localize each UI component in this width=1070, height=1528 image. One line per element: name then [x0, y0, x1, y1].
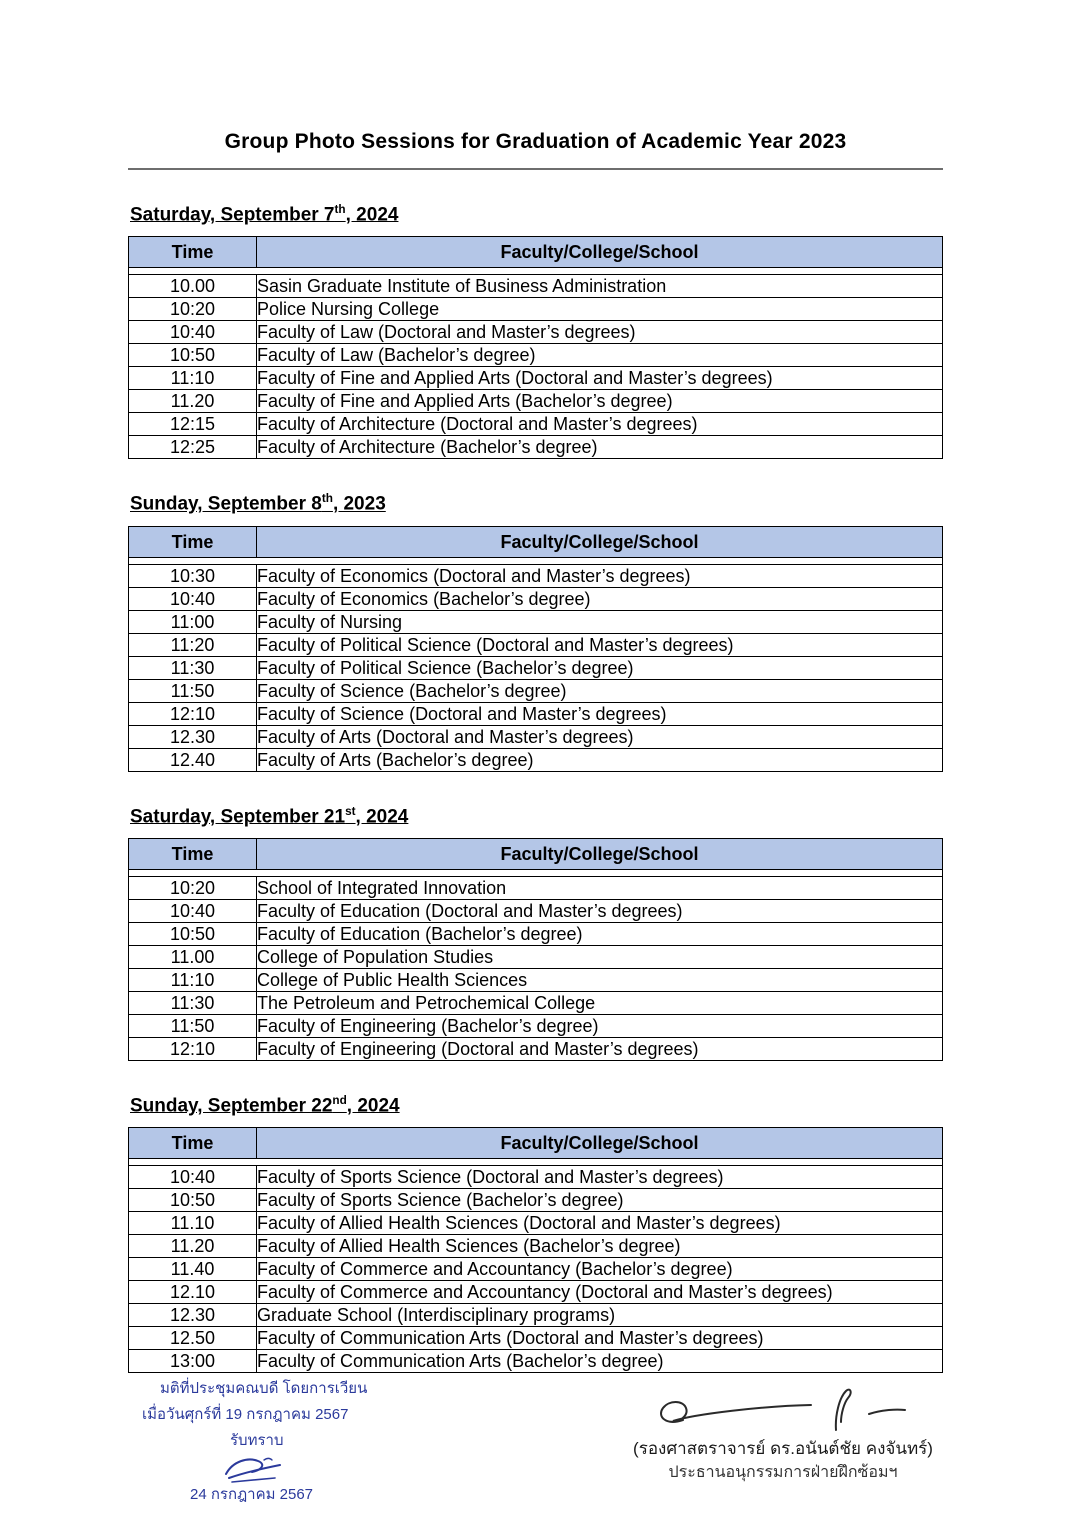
time-cell: 10:50	[129, 922, 257, 945]
faculty-column-header: Faculty/College/School	[500, 1133, 699, 1154]
faculty-cell: Faculty of Architecture (Bachelor’s degree)	[257, 437, 598, 458]
time-cell: 10:30	[129, 565, 257, 588]
table-body	[129, 565, 942, 771]
table-row	[129, 321, 942, 344]
initials-signature-icon	[220, 1454, 367, 1482]
schedule-section-sep21	[128, 805, 943, 1061]
header-gap	[129, 268, 942, 275]
table-row	[129, 587, 942, 610]
time-cell: 10:40	[129, 1166, 257, 1189]
header-gap	[129, 870, 942, 877]
faculty-cell: Graduate School (Interdisciplinary programs)	[257, 1304, 943, 1327]
time-cell: 10:40	[129, 899, 257, 922]
time-cell: 12.50	[129, 1327, 257, 1350]
date-text: Saturday, September 7	[130, 204, 335, 226]
time-cell: 11:30	[129, 991, 257, 1014]
date-year: , 2024	[345, 204, 399, 226]
time-cell: 12:15	[129, 413, 257, 436]
faculty-cell: Faculty of Science (Bachelor’s degree)	[257, 679, 943, 702]
time-cell: 11.20	[129, 1235, 257, 1258]
table-header-row	[129, 237, 942, 268]
faculty-cell: School of Integrated Innovation	[257, 877, 943, 900]
table-row	[129, 1189, 942, 1212]
date-ordinal: th	[334, 203, 346, 216]
table-row	[129, 1304, 942, 1327]
page-title: Group Photo Sessions for Graduation of Academic Year 2023	[224, 130, 847, 153]
table-row	[129, 413, 942, 436]
faculty-cell: Faculty of Commerce and Accountancy (Doctoral and Master’s degrees)	[257, 1281, 943, 1304]
date-year: , 2024	[346, 1095, 400, 1117]
table-header-row	[129, 1128, 942, 1159]
faculty-cell: Faculty of Education (Doctoral and Master’s degrees)	[257, 899, 943, 922]
faculty-cell: Faculty of Architecture (Doctoral and Master’s degrees)	[257, 413, 943, 436]
time-column-header: Time	[129, 527, 257, 557]
time-cell: 10:50	[129, 1189, 257, 1212]
time-cell: 10:20	[129, 298, 257, 321]
table-row	[129, 565, 942, 588]
time-cell: 13:00	[129, 1350, 257, 1373]
signer-name: (รองศาสตราจารย์ ดร.อนันต์ชัย คงจันทร์)	[633, 1439, 933, 1459]
faculty-column-header: Faculty/College/School	[500, 843, 699, 864]
time-cell: 11.20	[129, 390, 257, 413]
table-row	[129, 1235, 942, 1258]
table-row	[129, 390, 942, 413]
table-row	[129, 298, 942, 321]
section-date-heading	[130, 492, 943, 515]
faculty-column-header: Faculty/College/School	[500, 242, 699, 263]
faculty-cell: Faculty of Political Science (Bachelor’s degree)	[257, 656, 943, 679]
time-column-header: Time	[129, 237, 257, 267]
time-cell: 12:25	[129, 436, 257, 459]
time-cell: 11:50	[129, 679, 257, 702]
date-year: , 2024	[355, 805, 409, 827]
schedule-table	[128, 1127, 943, 1373]
schedule-table	[128, 526, 943, 772]
table-row	[129, 1350, 942, 1373]
table-row	[129, 1212, 942, 1235]
table-header-row	[129, 527, 942, 558]
time-cell: 12.30	[129, 1304, 257, 1327]
time-column-header: Time	[129, 839, 257, 869]
faculty-column-header: Faculty/College/School	[500, 531, 699, 552]
approval-note	[142, 1376, 367, 1508]
faculty-cell: College of Public Health Sciences	[257, 968, 943, 991]
faculty-cell: Sasin Graduate Institute of Business Administration	[257, 275, 943, 298]
table-row	[129, 1327, 942, 1350]
signer-role: ประธานอนุกรรมการฝ่ายฝึกซ้อมฯ	[668, 1464, 898, 1482]
table-row	[129, 991, 942, 1014]
table-row	[129, 748, 942, 771]
time-cell: 11:10	[129, 968, 257, 991]
table-row	[129, 725, 942, 748]
time-cell: 10:20	[129, 877, 257, 900]
faculty-cell: Faculty of Science (Doctoral and Master’s degrees)	[257, 702, 943, 725]
table-row	[129, 899, 942, 922]
table-row	[129, 945, 942, 968]
time-cell: 11:50	[129, 1014, 257, 1037]
date-year: , 2023	[332, 493, 386, 515]
faculty-cell: Faculty of Economics (Doctoral and Master’s degrees)	[257, 565, 943, 588]
section-date-heading	[130, 203, 943, 226]
time-cell: 10:50	[129, 344, 257, 367]
faculty-cell: Faculty of Education (Bachelor’s degree)	[257, 922, 943, 945]
footer-annotations	[0, 1376, 1070, 1504]
date-text: Sunday, September 8	[130, 493, 322, 515]
table-row	[129, 1166, 942, 1189]
table-row	[129, 922, 942, 945]
faculty-cell: Faculty of Political Science (Doctoral and Master’s degrees)	[257, 633, 943, 656]
time-cell: 11.10	[129, 1212, 257, 1235]
time-column-header: Time	[129, 1128, 257, 1158]
time-cell: 10:40	[129, 587, 257, 610]
title-divider	[128, 168, 943, 170]
table-row	[129, 702, 942, 725]
table-row	[129, 610, 942, 633]
note-line-3: รับทราบ	[230, 1432, 284, 1450]
time-cell: 12.30	[129, 725, 257, 748]
faculty-cell: Faculty of Engineering (Doctoral and Master’s degrees)	[257, 1038, 699, 1059]
faculty-cell: College of Population Studies	[257, 945, 943, 968]
table-row	[129, 1014, 942, 1037]
schedule-table	[128, 838, 943, 1061]
faculty-cell: Faculty of Law (Doctoral and Master’s degrees)	[257, 321, 943, 344]
faculty-cell: Police Nursing College	[257, 298, 943, 321]
table-body	[129, 877, 942, 1060]
section-date-heading	[130, 805, 943, 828]
faculty-cell: The Petroleum and Petrochemical College	[257, 991, 943, 1014]
schedule-table	[128, 236, 943, 459]
table-row	[129, 1037, 942, 1060]
faculty-cell: Faculty of Sports Science (Doctoral and Master’s degrees)	[257, 1166, 943, 1189]
section-date-heading	[130, 1094, 943, 1117]
faculty-cell: Faculty of Engineering (Bachelor’s degree)	[257, 1014, 943, 1037]
schedule-section-sep7	[128, 203, 943, 459]
faculty-cell: Faculty of Allied Health Sciences (Bachelor’s degree)	[257, 1235, 943, 1258]
faculty-cell: Faculty of Communication Arts (Doctoral and Master’s degrees)	[257, 1327, 943, 1350]
faculty-cell: Faculty of Allied Health Sciences (Doctoral and Master’s degrees)	[257, 1212, 943, 1235]
signer-block	[618, 1384, 948, 1485]
time-cell: 11:20	[129, 633, 257, 656]
time-cell: 10:40	[129, 321, 257, 344]
header-gap	[129, 558, 942, 565]
time-cell: 11.40	[129, 1258, 257, 1281]
table-row	[129, 877, 942, 900]
date-text: Saturday, September 21	[130, 805, 346, 827]
faculty-cell: Faculty of Arts (Doctoral and Master’s degrees)	[257, 725, 943, 748]
date-ordinal: th	[321, 492, 333, 506]
faculty-cell: Faculty of Communication Arts (Bachelor’s degree)	[257, 1351, 664, 1372]
time-cell: 12.40	[129, 748, 257, 771]
note-date: 24 กรกฎาคม 2567	[190, 1486, 314, 1504]
faculty-cell: Faculty of Fine and Applied Arts (Bachelor’s degree)	[257, 390, 943, 413]
table-row	[129, 679, 942, 702]
time-cell: 11:00	[129, 610, 257, 633]
header-gap	[129, 1159, 942, 1166]
time-cell: 11:30	[129, 656, 257, 679]
date-ordinal: st	[345, 804, 356, 818]
table-header-row	[129, 839, 942, 870]
time-cell: 10.00	[129, 275, 257, 298]
time-cell: 12:10	[129, 702, 257, 725]
table-row	[129, 968, 942, 991]
table-row	[129, 367, 942, 390]
schedule-section-sep22	[128, 1094, 943, 1373]
table-body	[129, 275, 942, 458]
schedule-section-sep8	[128, 492, 943, 771]
note-line-1: มติที่ประชุมคณบดี โดยการเวียน	[160, 1380, 368, 1398]
date-text: Sunday, September 22	[130, 1095, 333, 1117]
time-cell: 11:10	[129, 367, 257, 390]
date-ordinal: nd	[332, 1093, 347, 1107]
table-row	[129, 1281, 942, 1304]
table-row	[129, 275, 942, 298]
table-row	[129, 656, 942, 679]
table-row	[129, 633, 942, 656]
time-cell: 12.10	[129, 1281, 257, 1304]
table-row	[129, 344, 942, 367]
faculty-cell: Faculty of Commerce and Accountancy (Bachelor’s degree)	[257, 1258, 943, 1281]
faculty-cell: Faculty of Law (Bachelor’s degree)	[257, 344, 943, 367]
table-row	[129, 436, 942, 459]
time-cell: 12:10	[129, 1037, 257, 1060]
time-cell: 11.00	[129, 945, 257, 968]
note-line-2: เมื่อวันศุกร์ที่ 19 กรกฎาคม 2567	[142, 1406, 349, 1424]
table-body	[129, 1166, 942, 1372]
faculty-cell: Faculty of Sports Science (Bachelor’s degree)	[257, 1189, 943, 1212]
faculty-cell: Faculty of Economics (Bachelor’s degree)	[257, 587, 943, 610]
faculty-cell: Faculty of Fine and Applied Arts (Doctoral and Master’s degrees)	[257, 367, 943, 390]
faculty-cell: Faculty of Arts (Bachelor’s degree)	[257, 749, 534, 770]
table-row	[129, 1258, 942, 1281]
faculty-cell: Faculty of Nursing	[257, 610, 943, 633]
chairman-signature-icon	[618, 1384, 948, 1436]
